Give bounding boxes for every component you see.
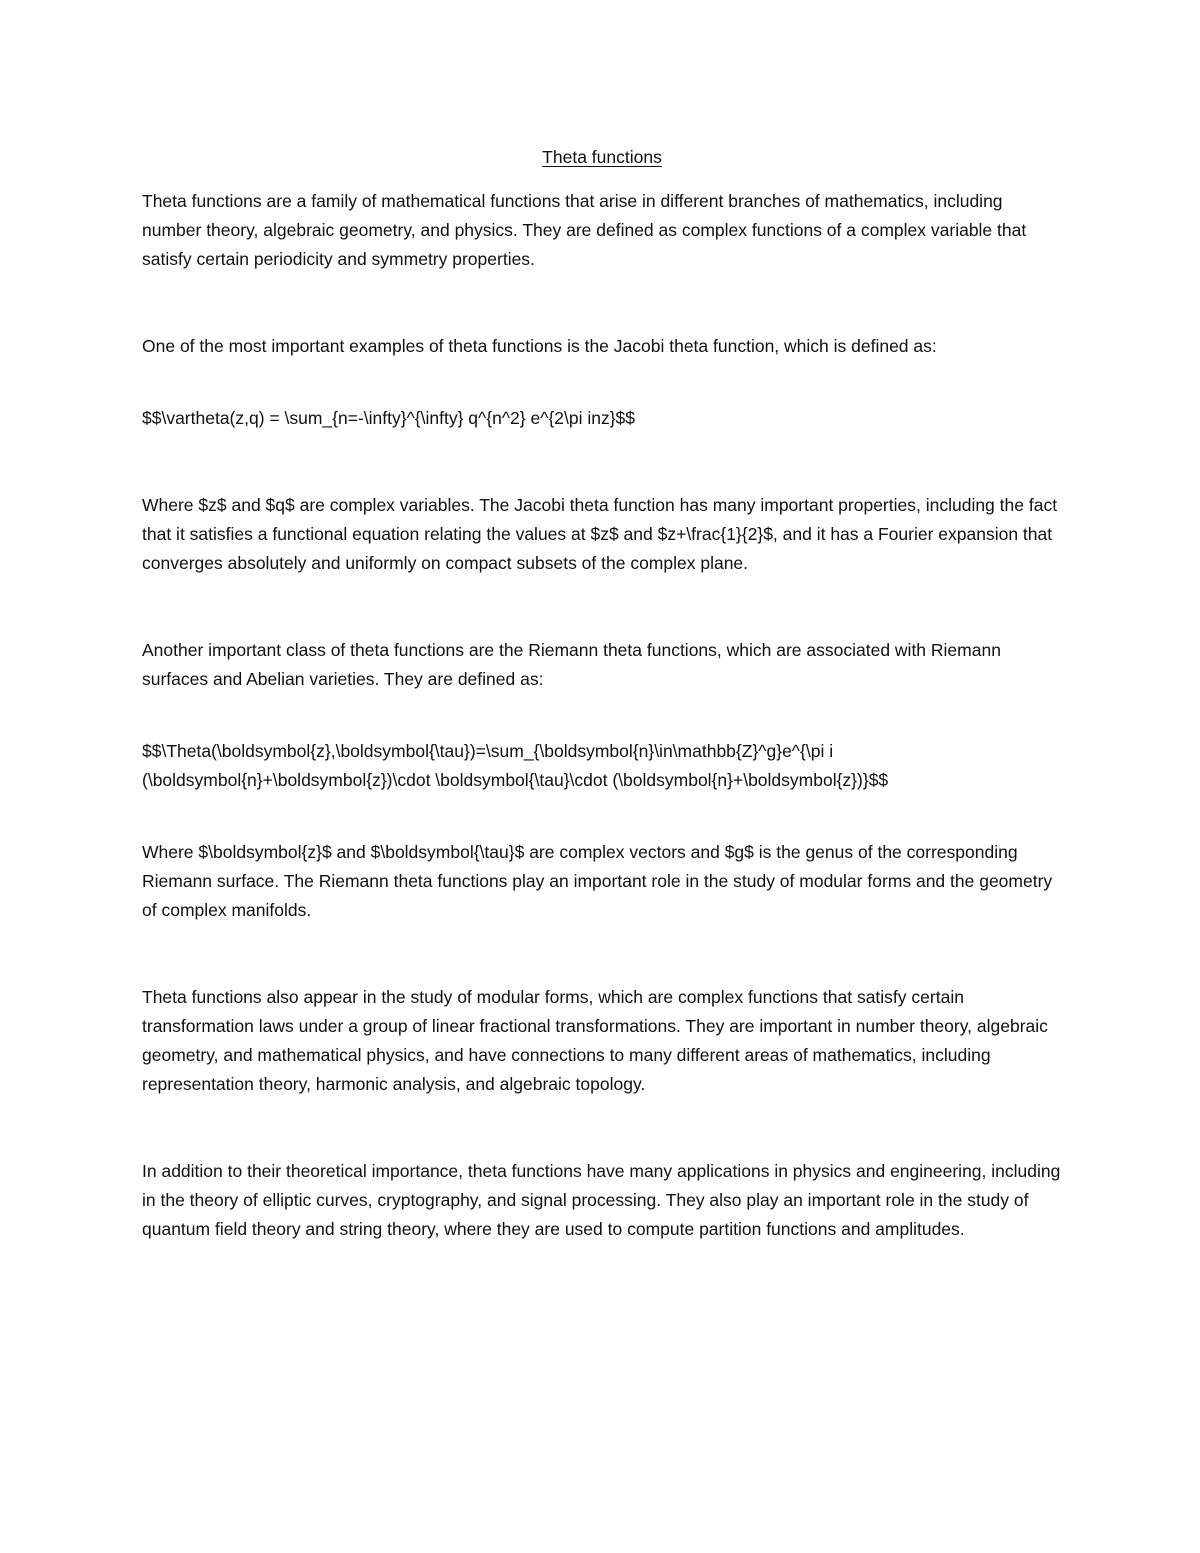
paragraph-riemann-properties: Where $\boldsymbol{z}$ and $\boldsymbol{\tau}$ are complex vectors and $g$ is the genus of the corresponding Riemann surface. The Riemann theta functions play an important role in the study of modular forms and the geometry of complex manifolds. bbox=[142, 842, 1053, 920]
paragraph-applications: In addition to their theoretical importance, theta functions have many applications in physics and engineering, including in the theory of elliptic curves, cryptography, and signal processing. They also play an important role in the study of quantum field theory and string theory, where they are used to compute partition functions and amplitudes. bbox=[142, 1161, 1061, 1239]
paragraph-modular-forms: Theta functions also appear in the study of modular forms, which are complex functions that satisfy certain transformation laws under a group of linear fractional transformations. They are important in number theory, algebraic geometry, and mathematical physics, and have connections to many different areas of mathematics, including representation theory, harmonic analysis, and algebraic topology. bbox=[142, 987, 1048, 1094]
formula-jacobi-theta: $$\vartheta(z,q) = \sum_{n=-\infty}^{\infty} q^{n^2} e^{2\pi inz}$$ bbox=[142, 408, 636, 428]
paragraph-riemann-intro: Another important class of theta functions are the Riemann theta functions, which are associated with Riemann surfaces and Abelian varieties. They are defined as: bbox=[142, 640, 1001, 689]
document-title: Theta functions bbox=[542, 147, 662, 167]
document-body bbox=[142, 143, 1062, 1244]
paragraph-jacobi-intro: One of the most important examples of theta functions is the Jacobi theta function, which is defined as: bbox=[142, 336, 937, 356]
formula-riemann-theta: $$\Theta(\boldsymbol{z},\boldsymbol{\tau})=\sum_{\boldsymbol{n}\in\mathbb{Z}^g}e^{\pi i (\boldsymbol{n}+\boldsymbol{z})\cdot \boldsymbol{\tau}\cdot (\boldsymbol{n}+\boldsymbol{z})}$$ bbox=[142, 741, 889, 790]
paragraph-intro: Theta functions are a family of mathematical functions that arise in different branches of mathematics, including number theory, algebraic geometry, and physics. They are defined as complex functions of a complex variable that satisfy certain periodicity and symmetry properties. bbox=[142, 191, 1027, 269]
paragraph-jacobi-properties: Where $z$ and $q$ are complex variables. The Jacobi theta function has many important properties, including the fact that it satisfies a functional equation relating the values at $z$ and $z+\frac{1}{2}$, and it has a Fourier expansion that converges absolutely and uniformly on compact subsets of the complex plane. bbox=[142, 495, 1058, 573]
